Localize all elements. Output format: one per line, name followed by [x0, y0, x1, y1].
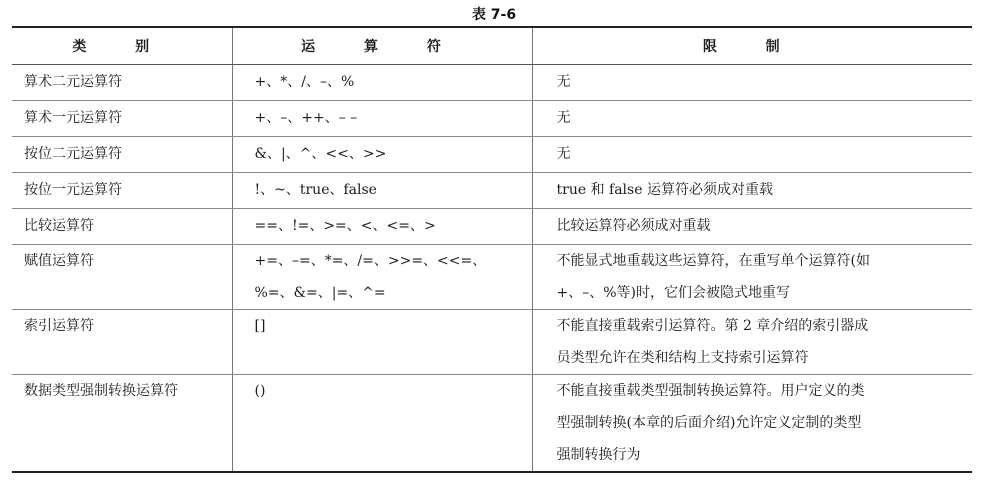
header-category: 类 别: [12, 27, 232, 65]
row-category: 索引运算符: [12, 310, 232, 375]
restriction-line: 型强制转换(本章的后面介绍)允许定义定制的类型: [556, 415, 862, 431]
operators-table: [12, 26, 972, 473]
row-restriction: [532, 209, 972, 245]
row-operators: [232, 101, 532, 137]
row-operators: [232, 245, 532, 310]
restriction-line: 不能直接重载索引运算符。第 2 章介绍的索引器成: [556, 318, 869, 334]
table-header-row: [12, 27, 972, 65]
operators-line: &、|、^、<<、>>: [254, 146, 387, 162]
header-restriction: 限 制: [532, 27, 972, 65]
restriction-line: 不能显式地重载这些运算符，在重写单个运算符(如: [556, 253, 870, 269]
restriction-line: 员类型允许在类和结构上支持索引运算符: [556, 350, 809, 366]
row-operators: [232, 310, 532, 375]
table-row: [12, 65, 972, 101]
restriction-line: +、–、%等)时，它们会被隐式地重写: [556, 285, 790, 301]
restriction-line: 强制转换行为: [556, 447, 641, 463]
restriction-line: 无: [556, 146, 571, 162]
row-operators: [232, 137, 532, 173]
row-restriction: [532, 137, 972, 173]
restriction-line: 无: [556, 110, 571, 126]
row-restriction: [532, 375, 972, 473]
row-operators: [232, 173, 532, 209]
row-operators: [232, 209, 532, 245]
table-row: [12, 101, 972, 137]
row-restriction: [532, 173, 972, 209]
operators-line: (): [254, 383, 266, 399]
row-category: 算术一元运算符: [12, 101, 232, 137]
row-category: 按位一元运算符: [12, 173, 232, 209]
table-row: [12, 375, 972, 473]
row-restriction: [532, 101, 972, 137]
operators-line: +、*、/、–、%: [254, 74, 355, 90]
restriction-line: true 和 false 运算符必须成对重载: [556, 182, 773, 198]
table-caption: 表 7-6: [471, 7, 517, 23]
row-operators: [232, 65, 532, 101]
operators-line: !、~、true、false: [254, 182, 377, 198]
row-restriction: [532, 65, 972, 101]
table-row: [12, 137, 972, 173]
row-category: 按位二元运算符: [12, 137, 232, 173]
table-row: [12, 310, 972, 375]
operators-line: []: [254, 318, 266, 334]
restriction-line: 无: [556, 74, 571, 90]
row-restriction: [532, 310, 972, 375]
restriction-line: 比较运算符必须成对重载: [556, 218, 711, 234]
row-category: 比较运算符: [12, 209, 232, 245]
table-row: [12, 245, 972, 310]
row-operators: [232, 375, 532, 473]
operators-line: +、–、++、– –: [254, 110, 358, 126]
table-row: [12, 173, 972, 209]
operators-line: ==、!=、>=、<、<=、>: [254, 218, 436, 234]
restriction-line: 不能直接重载类型强制转换运算符。用户定义的类: [556, 383, 865, 399]
operators-line: +=、–=、*=、/=、>>=、<<=、: [254, 253, 487, 269]
table-row: [12, 209, 972, 245]
operators-line: %=、&=、|=、^=: [254, 285, 386, 301]
row-restriction: [532, 245, 972, 310]
row-category: 赋值运算符: [12, 245, 232, 310]
header-operators: 运 算 符: [232, 27, 532, 65]
row-category: 算术二元运算符: [12, 65, 232, 101]
row-category: 数据类型强制转换运算符: [12, 375, 232, 473]
